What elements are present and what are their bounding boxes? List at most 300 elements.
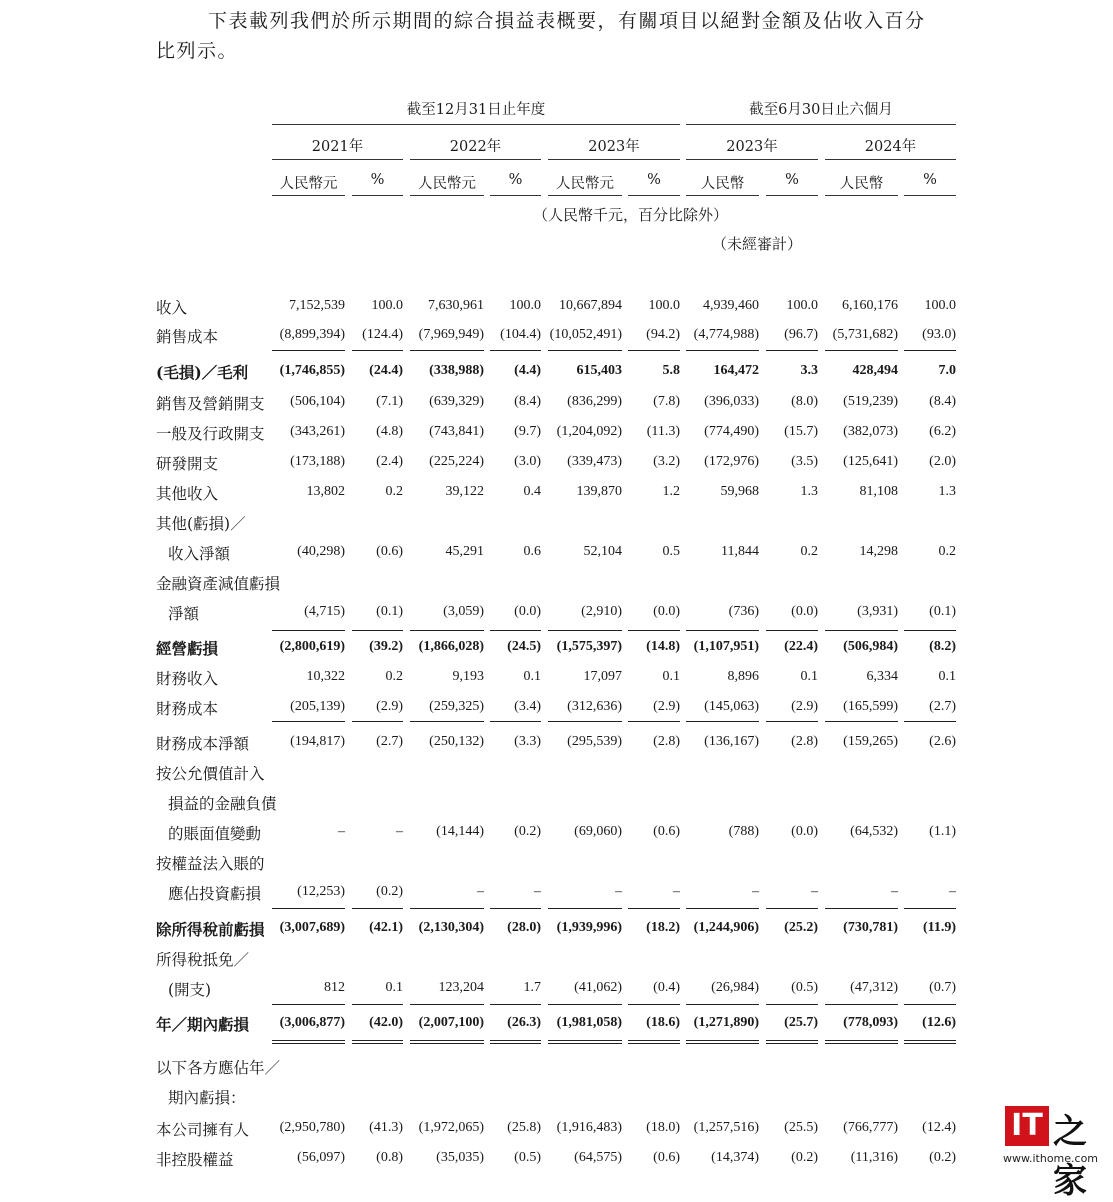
table-cell: – [396,824,403,839]
table-cell: (1,244,906) [693,920,759,935]
row-label: 收入 [156,299,188,317]
table-cell: (519,239) [843,394,898,409]
table-cell: (0.2) [514,824,541,839]
table-cell: (339,473) [567,454,622,469]
row-double-underline [352,1040,403,1044]
row-underline [766,721,818,722]
header-year-rule [272,159,403,160]
table-cell: (69,060) [574,824,622,839]
header-year-rule [410,159,541,160]
table-cell: (774,490) [704,424,759,439]
header-unit: 人民幣元 [556,176,614,192]
table-cell: 100.0 [371,298,403,313]
table-cell: (2,130,304) [418,920,484,935]
table-cell: 428,494 [852,363,898,378]
unaudited-note: （未經審計） [712,235,803,253]
table-cell: (0.1) [376,604,403,619]
table-cell: (259,325) [429,699,484,714]
table-cell: 10,667,894 [559,298,622,313]
table-cell: (42.1) [369,920,403,935]
table-cell: – [811,884,818,899]
table-cell: (10,052,491) [549,327,622,342]
row-underline [904,630,956,631]
header-year: 2022年 [449,139,502,155]
table-cell: (639,329) [429,394,484,409]
header-unit: 人民幣 [700,176,745,192]
table-cell: 0.2 [385,669,403,684]
ithome-logo-mark: IT [1005,1106,1049,1146]
table-cell: (343,261) [290,424,345,439]
row-label: 按權益法入賬的 [156,855,265,873]
row-underline [352,630,403,631]
table-cell: (145,063) [704,699,759,714]
table-cell: (0.2) [929,1150,956,1165]
table-cell: (2.7) [929,699,956,714]
header-year: 2023年 [726,139,778,155]
table-cell: (0.0) [791,824,818,839]
table-cell: (26.3) [507,1015,541,1030]
table-cell: (0.2) [791,1150,818,1165]
table-cell: (104.4) [500,327,541,342]
table-cell: (25.8) [507,1120,541,1135]
row-underline [686,350,759,351]
table-cell: 7,630,961 [428,298,484,313]
table-cell: 39,122 [445,484,484,499]
header-group-interim: 截至6月30日止六個月 [749,102,893,118]
table-cell: (0.0) [653,604,680,619]
row-label: 期內虧損： [168,1089,246,1107]
unit-note: （人民幣千元，百分比除外） [533,206,729,224]
row-label: 損益的金融負債 [168,795,277,813]
table-cell: 9,193 [452,669,484,684]
table-cell: (93.0) [922,327,956,342]
table-cell: (396,033) [704,394,759,409]
table-cell: (47,312) [850,980,898,995]
table-cell: 139,870 [576,484,622,499]
table-cell: (3,059) [443,604,484,619]
row-underline [272,1004,345,1005]
row-label: 按公允價值計入 [156,765,265,783]
table-cell: (14,374) [711,1150,759,1165]
row-underline [904,908,956,909]
table-cell: – [477,884,484,899]
intro-paragraph [156,6,956,66]
row-label: 收入淨額 [168,545,231,563]
row-label: 其他收入 [156,485,219,503]
table-cell: (0.6) [653,1150,680,1165]
table-cell: (0.2) [376,884,403,899]
table-cell: 100.0 [648,298,680,313]
header-unit-rule [490,195,541,196]
table-cell: 11,844 [721,544,759,559]
table-cell: 14,298 [859,544,898,559]
table-cell: (7.8) [653,394,680,409]
row-label: 年／期內虧損 [156,1015,250,1034]
table-cell: (22.4) [784,639,818,654]
row-underline [352,908,403,909]
table-cell: (2.8) [791,734,818,749]
table-cell: (18.2) [646,920,680,935]
header-unit: % [508,172,523,188]
table-cell: (39.2) [369,639,403,654]
table-cell: (2,950,780) [279,1120,345,1135]
table-cell: (295,539) [567,734,622,749]
table-cell: – [949,884,956,899]
table-cell: (1,107,951) [693,639,759,654]
header-unit: % [785,172,799,188]
row-underline [548,630,622,631]
row-underline [272,908,345,909]
row-label: 本公司擁有人 [156,1121,250,1139]
header-group-annual-rule [272,124,680,125]
table-cell: 100.0 [786,298,818,313]
row-underline [272,721,345,722]
table-cell: (25.5) [784,1120,818,1135]
row-label: (毛損)／毛利 [156,363,249,382]
table-cell: 4,939,460 [703,298,759,313]
row-double-underline [490,1040,541,1044]
table-cell: 0.1 [800,669,818,684]
table-cell: (778,093) [843,1015,898,1030]
header-unit-rule [628,195,680,196]
row-underline [766,350,818,351]
row-underline [628,908,680,909]
table-cell: (736) [728,604,759,619]
row-double-underline [628,1040,680,1044]
table-cell: (11.3) [646,424,680,439]
intro-line-1: 下表載列我們於所示期間的綜合損益表概要，有關項目以絕對金額及佔收入百分 [208,10,926,32]
table-cell: (0.6) [376,544,403,559]
table-cell: 7.0 [938,363,956,378]
table-cell: 0.5 [662,544,680,559]
row-underline [766,1004,818,1005]
row-underline [410,350,484,351]
table-cell: – [534,884,541,899]
row-underline [825,908,898,909]
table-cell: 45,291 [445,544,484,559]
table-cell: 3.3 [800,363,818,378]
table-cell: (8.2) [929,639,956,654]
row-label: 應佔投資虧損 [168,885,262,903]
header-unit-rule [352,195,403,196]
table-cell: 100.0 [509,298,541,313]
row-underline [548,908,622,909]
table-cell: (1,916,483) [556,1120,622,1135]
table-cell: (1,257,516) [693,1120,759,1135]
row-underline [490,1004,541,1005]
header-unit-rule [766,195,818,196]
table-cell: (56,097) [297,1150,345,1165]
table-cell: (3.3) [514,734,541,749]
table-cell: (0.5) [791,980,818,995]
row-label: 銷售成本 [156,328,219,346]
row-underline [766,908,818,909]
table-cell: (0.8) [376,1150,403,1165]
table-cell: (506,984) [843,639,898,654]
header-unit: % [647,172,661,188]
row-underline [352,721,403,722]
row-double-underline [904,1040,956,1044]
table-cell: 0.6 [523,544,541,559]
header-unit-rule [904,195,956,196]
table-cell: (3.5) [791,454,818,469]
intro-line-2: 比列示。 [156,40,239,62]
row-label: 財務收入 [156,670,219,688]
table-cell: 59,968 [720,484,759,499]
table-cell: (2.9) [791,699,818,714]
table-cell: 81,108 [859,484,898,499]
table-cell: 6,334 [866,669,898,684]
row-double-underline [410,1040,484,1044]
table-cell: (506,104) [290,394,345,409]
row-double-underline [272,1040,345,1044]
table-cell: (3.4) [514,699,541,714]
table-cell: (136,167) [704,734,759,749]
row-underline [272,630,345,631]
row-underline [904,721,956,722]
row-underline [410,721,484,722]
row-underline [548,721,622,722]
table-cell: (1,866,028) [418,639,484,654]
header-unit-rule [272,195,345,196]
table-cell: (12,253) [297,884,345,899]
table-cell: (173,188) [290,454,345,469]
header-unit: % [923,172,937,188]
header-unit-rule [410,195,484,196]
table-cell: 7,152,539 [289,298,345,313]
table-cell: (2.9) [376,699,403,714]
row-underline [686,721,759,722]
row-label: 經營虧損 [156,639,219,658]
table-cell: (12.6) [922,1015,956,1030]
header-unit-rule [825,195,898,196]
table-cell: (3,007,689) [279,920,345,935]
table-cell: 1.3 [800,484,818,499]
row-label: 淨額 [168,605,200,623]
table-cell: (836,299) [567,394,622,409]
row-underline [410,630,484,631]
table-cell: (2.8) [653,734,680,749]
table-cell: – [891,884,898,899]
header-group-annual: 截至12月31日止年度 [406,102,546,118]
table-cell: (743,841) [429,424,484,439]
table-cell: (0.4) [653,980,680,995]
table-cell: 615,403 [576,363,622,378]
table-cell: (205,139) [290,699,345,714]
table-cell: (26,984) [711,980,759,995]
table-cell: (2.0) [929,454,956,469]
table-cell: (4.8) [376,424,403,439]
table-cell: 100.0 [924,298,956,313]
table-cell: (3,006,877) [279,1015,345,1030]
row-underline [904,1004,956,1005]
row-label: 財務成本 [156,700,219,718]
table-cell: (0.0) [791,604,818,619]
table-cell: 1.3 [938,484,956,499]
row-label: 一般及行政開支 [156,425,265,443]
table-cell: – [752,884,759,899]
table-cell: (8,899,394) [279,327,345,342]
table-cell: – [615,884,622,899]
row-underline [490,630,541,631]
row-label: 的賬面值變動 [168,825,262,843]
table-cell: (2,800,619) [279,639,345,654]
table-cell: (18.0) [646,1120,680,1135]
header-unit-rule [548,195,622,196]
table-cell: (35,035) [436,1150,484,1165]
table-cell: (14.8) [646,639,680,654]
table-cell: (165,599) [843,699,898,714]
header-unit: 人民幣 [839,176,884,192]
row-underline [825,721,898,722]
table-cell: 13,802 [306,484,345,499]
table-cell: (12.4) [922,1120,956,1135]
table-cell: (8.4) [514,394,541,409]
header-year: 2023年 [588,139,640,155]
row-double-underline [825,1040,898,1044]
table-cell: 164,472 [713,363,759,378]
row-label: 研發開支 [156,455,219,473]
table-cell: (1,981,058) [556,1015,622,1030]
table-cell: (96.7) [784,327,818,342]
table-cell: 0.1 [385,980,403,995]
table-cell: (6.2) [929,424,956,439]
table-cell: (1,271,890) [693,1015,759,1030]
table-cell: (15.7) [784,424,818,439]
table-cell: (3,931) [857,604,898,619]
row-underline [548,1004,622,1005]
table-cell: (18.6) [646,1015,680,1030]
row-underline [686,1004,759,1005]
row-underline [272,350,345,351]
table-cell: (1,939,996) [556,920,622,935]
row-underline [352,350,403,351]
table-cell: (7.1) [376,394,403,409]
ithome-logo-han: 之家 [1053,1112,1087,1201]
row-double-underline [548,1040,622,1044]
table-cell: (64,575) [574,1150,622,1165]
row-label: 非控股權益 [156,1151,234,1169]
row-underline [410,908,484,909]
row-label: 銷售及營銷開支 [156,395,265,413]
table-cell: (2,910) [581,604,622,619]
row-label: 其他(虧損)／ [156,515,246,533]
table-cell: (64,532) [850,824,898,839]
table-cell: (312,636) [567,699,622,714]
table-cell: (28.0) [507,920,541,935]
table-cell: 52,104 [583,544,622,559]
table-cell: 6,160,176 [842,298,898,313]
ithome-logo [1003,1102,1103,1201]
header-unit-rule [686,195,759,196]
table-cell: (2.4) [376,454,403,469]
table-cell: (3.2) [653,454,680,469]
row-underline [686,908,759,909]
row-underline [825,1004,898,1005]
header-group-interim-rule [686,124,956,125]
table-cell: 0.4 [523,484,541,499]
table-cell: 0.1 [662,669,680,684]
header-unit: % [370,172,385,188]
row-underline [686,630,759,631]
table-cell: 0.2 [800,544,818,559]
row-underline [628,721,680,722]
table-cell: (7,969,949) [418,327,484,342]
row-underline [825,630,898,631]
table-cell: (0.5) [514,1150,541,1165]
table-cell: 10,322 [306,669,345,684]
table-cell: 17,097 [583,669,622,684]
table-cell: (172,976) [704,454,759,469]
table-cell: (8.0) [791,394,818,409]
table-cell: (1,204,092) [556,424,622,439]
table-cell: (0.6) [653,824,680,839]
table-cell: (9.7) [514,424,541,439]
table-cell: (4,715) [304,604,345,619]
table-cell: (14,144) [436,824,484,839]
table-cell: (0.1) [929,604,956,619]
table-cell: (8.4) [929,394,956,409]
header-year-rule [686,159,818,160]
row-label: 以下各方應佔年／ [156,1059,281,1077]
table-cell: (24.5) [507,639,541,654]
table-cell: (159,265) [843,734,898,749]
table-cell: 0.2 [385,484,403,499]
table-cell: (3.0) [514,454,541,469]
table-cell: (11,316) [850,1150,898,1165]
table-cell: (25.2) [784,920,818,935]
table-cell: 1.2 [662,484,680,499]
table-cell: (25.7) [784,1015,818,1030]
table-cell: 0.2 [938,544,956,559]
header-unit: 人民幣元 [418,176,476,192]
table-cell: (94.2) [646,327,680,342]
table-cell: (24.4) [369,363,403,378]
table-cell: 5.8 [662,363,680,378]
table-cell: 0.1 [523,669,541,684]
table-cell: 812 [324,980,345,995]
header-year-rule [825,159,956,160]
table-cell: (194,817) [290,734,345,749]
header-year: 2024年 [864,139,917,155]
row-double-underline [766,1040,818,1044]
table-cell: (338,988) [429,363,484,378]
row-underline [825,350,898,351]
table-cell: (250,132) [429,734,484,749]
table-cell: (382,073) [843,424,898,439]
table-cell: (1,972,065) [418,1120,484,1135]
table-cell: 123,204 [438,980,484,995]
header-year-rule [548,159,680,160]
ithome-url: www.ithome.com [1003,1152,1099,1165]
row-underline [904,350,956,351]
row-underline [410,1004,484,1005]
table-cell: (2.6) [929,734,956,749]
header-year: 2021年 [311,139,364,155]
table-cell: (225,224) [429,454,484,469]
header-unit: 人民幣元 [279,176,338,192]
table-cell: (2,007,100) [418,1015,484,1030]
table-cell: 1.7 [523,980,541,995]
row-label: 所得稅抵免／ [156,951,250,969]
row-underline [628,350,680,351]
table-cell: (2.7) [376,734,403,749]
table-cell: (730,781) [843,920,898,935]
table-cell: (4,774,988) [693,327,759,342]
row-underline [628,630,680,631]
row-underline [352,1004,403,1005]
table-cell: (11.9) [922,920,956,935]
